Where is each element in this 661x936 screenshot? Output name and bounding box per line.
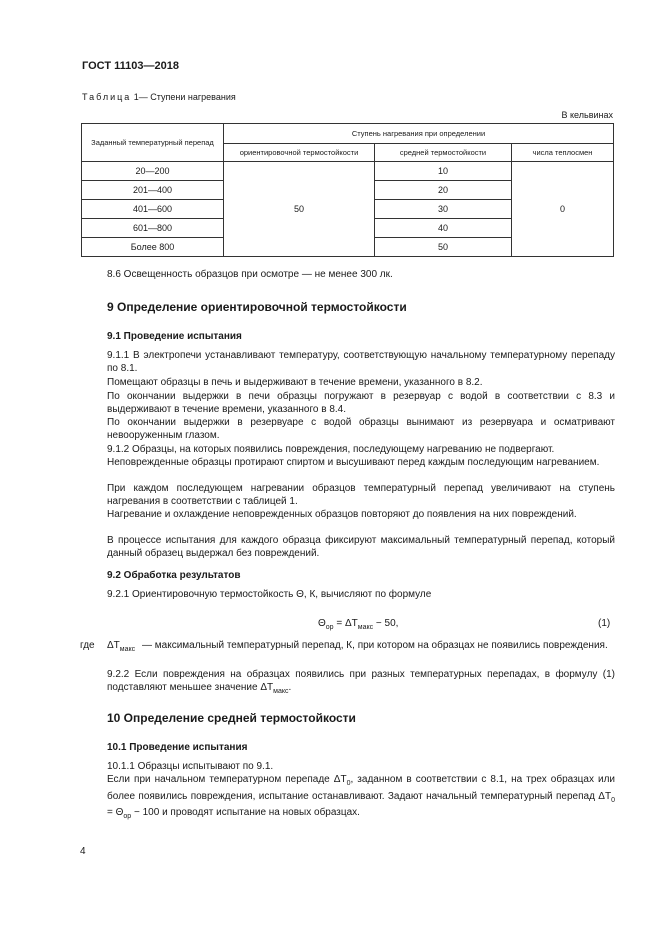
where-label: где [80, 640, 95, 651]
table-cell: 50 [375, 238, 512, 257]
table-cell: 20 [375, 181, 512, 200]
col-header-delta: Заданный температурный перепад [82, 124, 224, 162]
paragraph: В процессе испытания для каждого образца фиксируют максимальный температурный перепад, который данный образец выдержал без повреждений. [107, 535, 615, 559]
table-cell: 601—800 [82, 219, 224, 238]
subsection-9-2-title: 9.2 Обработка результатов [107, 570, 241, 581]
paragraph-9-1-2: 9.1.2 Образцы, на которых появились повреждения, последующему нагреванию не подвергают. [107, 444, 555, 455]
table-cell: 401—600 [82, 200, 224, 219]
table-cell: Более 800 [82, 238, 224, 257]
paragraph: Помещают образцы в печь и выдерживают в течение времени, указанного в 8.2. [107, 377, 483, 388]
paragraph: Неповрежденные образцы протирают спиртом и высушивают перед каждым последующим нагреванием. [107, 457, 600, 468]
table-cell: 201—400 [82, 181, 224, 200]
table-cell: 10 [375, 162, 512, 181]
table-unit: В кельвинах [561, 110, 613, 120]
document-id: ГОСТ 11103—2018 [82, 60, 179, 72]
paragraph: По окончании выдержки в печи образцы погружают в резервуар с водой в соответствии с 8.3 и выдерживают в течение времени, указанного в 8.4. [107, 391, 615, 415]
subsection-10-1-title: 10.1 Проведение испытания [107, 742, 248, 753]
table-cell: 40 [375, 219, 512, 238]
table-row [82, 162, 614, 181]
section-9-title: 9 Определение ориентировочной термостойкости [107, 300, 407, 314]
paragraph: При каждом последующем нагревании образцов температурный перепад увеличивают на ступень нагревания в соответствии с таблицей 1. [107, 483, 615, 507]
table-caption [82, 92, 236, 102]
col-header-group: Ступень нагревания при определении [224, 124, 614, 144]
paragraph-9-1-1: 9.1.1 В электропечи устанавливают температуру, соответствующую начальному температурному перепаду по 8.1. [107, 350, 615, 374]
table-caption-title: 1— Ступени нагревания [131, 92, 236, 102]
section-10-title: 10 Определение средней термостойкости [107, 711, 356, 725]
table-cell-cycles: 0 [512, 162, 614, 257]
heating-steps-table [81, 123, 614, 257]
paragraph: Если при начальном температурном перепаде $\Delta T_0$, заданном в соответствии с 8.1, на трех образцах или более появились повреждения, испытание останавливают. Задают начальный температурный перепад $\Delta T_0 = \Theta_{ор} - 100$ и проводят испытание на новых образцах. [107, 774, 616, 821]
subsection-9-1-title: 9.1 Проведение испытания [107, 331, 242, 342]
page-number: 4 [80, 846, 86, 857]
paragraph-9-2-2: 9.2.2 Если повреждения на образцах появились при разных температурных перепадах, в формулу (1) подставляют меньшее значение $\Delta T_{макс}$. [107, 669, 615, 695]
table-cell: 20—200 [82, 162, 224, 181]
paragraph-9-2-1: 9.2.1 Ориентировочную термостойкость Θ, К, вычисляют по формуле [107, 589, 432, 600]
formula-1: $\Theta_{ор} = \Delta T_{макс} - 50$, [318, 618, 399, 631]
col-header-mid: средней термостойкости [375, 144, 512, 162]
table-cell: 30 [375, 200, 512, 219]
paragraph-10-1-1: 10.1.1 Образцы испытывают по 9.1. [107, 761, 274, 772]
table-cell-approx: 50 [224, 162, 375, 257]
formula-number: (1) [598, 618, 611, 629]
paragraph: По окончании выдержки в резервуаре с водой образцы вынимают из резервуара и осматривают невооруженным глазом. [107, 417, 615, 441]
paragraph: Нагревание и охлаждение неповрежденных образцов повторяют до появления на них повреждений. [107, 509, 577, 520]
where-definition: — максимальный температурный перепад, К, при котором на образцах не появились повреждения. [142, 640, 608, 651]
col-header-approx: ориентировочной термостойкости [224, 144, 375, 162]
table-caption-word: Таблица [82, 92, 132, 102]
col-header-cycles: числа теплосмен [512, 144, 614, 162]
paragraph-8-6: 8.6 Освещенность образцов при осмотре — не менее 300 лк. [107, 269, 393, 280]
where-symbol: $\Delta T_{макс}$ [107, 640, 136, 653]
